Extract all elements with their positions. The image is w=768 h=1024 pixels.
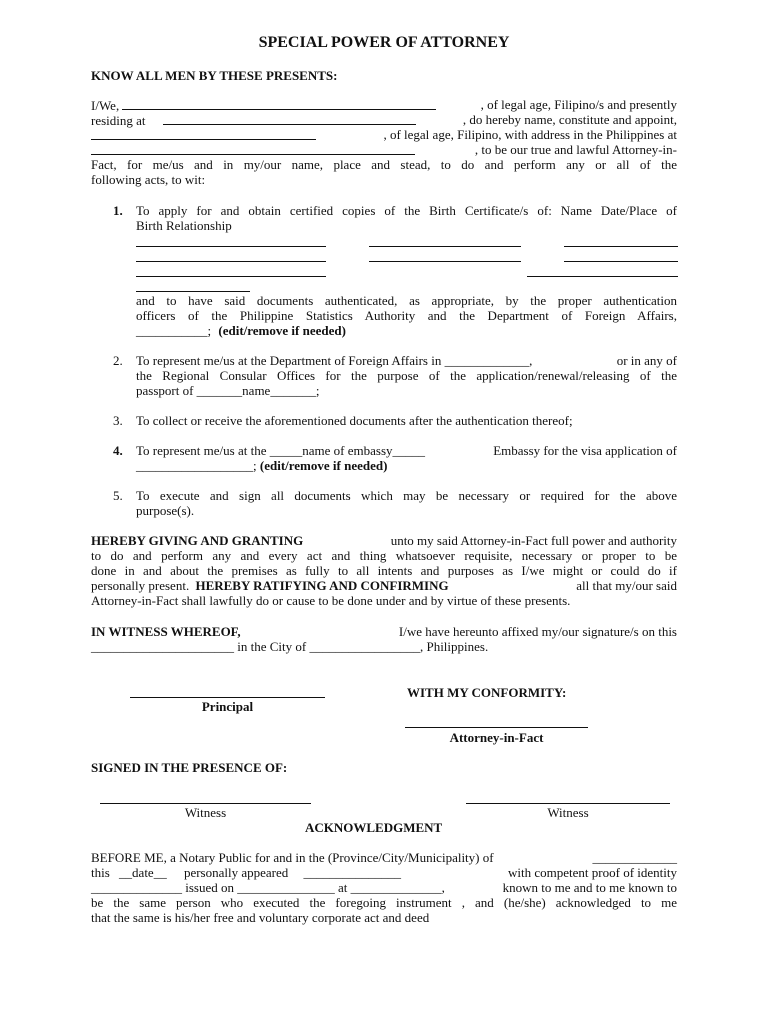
item-1-line-4: officers of the Philippine Statistics Authority and the Department of Foreign Affairs, bbox=[136, 308, 677, 323]
ack-line-4: be the same person who executed the foregoing instrument , and (he/she) acknowledged to me bbox=[91, 895, 677, 910]
granting-line-2: to do and perform any and every act and thing whatsoever requisite, necessary or proper to be bbox=[91, 548, 677, 563]
granting-line-4-c: all that my/our said bbox=[576, 578, 677, 593]
item-3-line-1: To collect or receive the aforementioned documents after the authentication thereof; bbox=[136, 413, 573, 428]
relative-name-blank-4 bbox=[136, 291, 250, 292]
granting-line-5: Attorney-in-Fact shall lawfully do or cause to be done under and by virtue of these presents. bbox=[91, 593, 571, 608]
ack-known: known to me and to me known to bbox=[502, 880, 677, 895]
edit-remove-note-1: (edit/remove if needed) bbox=[218, 323, 346, 338]
item-5-line-2: purpose(s). bbox=[136, 503, 195, 518]
item-1-line-2: Birth Relationship bbox=[136, 218, 232, 233]
witness-2-signature-line bbox=[466, 803, 670, 804]
item-4-text-c: Embassy for the visa application of bbox=[493, 443, 677, 458]
principal-signature-line bbox=[130, 697, 325, 698]
relative-date-blank-1 bbox=[369, 246, 521, 247]
item-3-number: 3. bbox=[113, 413, 123, 428]
intro-line-1-start: I/We, bbox=[91, 98, 120, 113]
witness-line-2 bbox=[91, 639, 488, 654]
item-1-line-5 bbox=[136, 323, 346, 338]
ack-line-3 bbox=[91, 880, 677, 895]
item-2-line-3 bbox=[136, 383, 319, 398]
attorney-in-fact-label: Attorney-in-Fact bbox=[449, 730, 544, 745]
witness-1-signature-line bbox=[100, 803, 311, 804]
visa-applicant-blank: __________________; bbox=[136, 458, 257, 473]
ack-line-2 bbox=[91, 865, 677, 880]
item-5-line-1: To execute and sign all documents which may be necessary or required for the above bbox=[136, 488, 677, 503]
intro-line-5: Fact, for me/us and in my/our name, place and stead, to do and perform any or all of the bbox=[91, 157, 677, 172]
ack-proof: with competent proof of identity bbox=[508, 865, 677, 880]
conformity-heading: WITH MY CONFORMITY: bbox=[407, 685, 567, 700]
witness-1-label: Witness bbox=[184, 805, 227, 820]
intro-line-3 bbox=[91, 127, 677, 143]
signing-city-blank: _________________, bbox=[309, 639, 424, 654]
intro-line-4 bbox=[91, 142, 677, 158]
ack-id-blank: ______________ bbox=[91, 880, 182, 895]
witness-line-1-rest: I/we have hereunto affixed my/our signature/s on this bbox=[398, 624, 677, 639]
ack-issued-on: issued on bbox=[185, 880, 234, 895]
granting-line-3: done in and about the premises as fully to all intents and purposes as I/we might or could do if bbox=[91, 563, 677, 578]
witness-line-2-city: in the City of bbox=[237, 639, 307, 654]
item-2-text-c: or in any of bbox=[616, 353, 677, 368]
item-4-line-2 bbox=[136, 458, 387, 473]
attorney-address-blank bbox=[91, 142, 415, 155]
relative-relationship-blank-2 bbox=[564, 261, 678, 262]
attorney-signature-line bbox=[405, 727, 588, 728]
item-4-number: 4. bbox=[113, 443, 123, 458]
giving-granting-phrase: HEREBY GIVING AND GRANTING bbox=[91, 533, 304, 548]
item-1-number: 1. bbox=[113, 203, 123, 218]
granting-line-1-rest: unto my said Attorney-in-Fact full power and authority bbox=[390, 533, 677, 548]
passport-name-blank: _______name_______; bbox=[196, 383, 320, 398]
intro-line-3-end: , of legal age, Filipino, with address in the Philippines at bbox=[383, 127, 677, 142]
item-1-line-3: and to have said documents authenticated, as appropriate, by the proper authentication bbox=[136, 293, 677, 308]
intro-line-1-end: , of legal age, Filipino/s and presently bbox=[480, 97, 677, 112]
ack-line-1 bbox=[91, 850, 677, 865]
item-2-number: 2. bbox=[113, 353, 123, 368]
intro-line-6: following acts, to wit: bbox=[91, 172, 206, 187]
ack-person-blank: _______________ bbox=[303, 865, 402, 880]
signing-date-blank: ______________________ bbox=[91, 639, 234, 654]
acknowledgment-heading: ACKNOWLEDGMENT bbox=[305, 820, 443, 835]
relative-date-relationship-blank-3 bbox=[527, 276, 678, 277]
dfa-location-blank: _____________, bbox=[444, 353, 533, 368]
witness-line-2-country: Philippines. bbox=[426, 639, 489, 654]
ack-issued-place-blank: ______________, bbox=[350, 880, 445, 895]
ratifying-confirming-phrase: HEREBY RATIFYING AND CONFIRMING bbox=[195, 578, 449, 593]
in-witness-whereof-phrase: IN WITNESS WHEREOF, bbox=[91, 624, 241, 639]
granting-line-4 bbox=[91, 578, 677, 593]
intro-line-2 bbox=[91, 112, 677, 128]
granting-line-1 bbox=[91, 533, 677, 548]
edit-remove-note-4: (edit/remove if needed) bbox=[259, 458, 388, 473]
granting-line-4-a: personally present. bbox=[91, 578, 190, 593]
intro-line-2-start: residing at bbox=[91, 113, 146, 128]
document-title: SPECIAL POWER OF ATTORNEY bbox=[258, 34, 510, 51]
embassy-name-blank: _____name of embassy_____ bbox=[269, 443, 426, 458]
intro-line-4-end: , to be our true and lawful Attorney-in- bbox=[474, 142, 677, 157]
witness-2-label: Witness bbox=[547, 805, 589, 820]
ack-date-blank: __date__ bbox=[119, 865, 167, 880]
principal-name-blank bbox=[122, 97, 436, 110]
principal-label: Principal bbox=[201, 699, 254, 714]
relative-name-blank-2 bbox=[136, 261, 326, 262]
item-1-blank: ___________; bbox=[136, 323, 212, 338]
item-2-text-passport: passport of bbox=[136, 383, 194, 398]
notary-location-blank: _____________ bbox=[592, 850, 677, 865]
witness-line-1 bbox=[91, 624, 677, 639]
relative-name-blank-1 bbox=[136, 246, 326, 247]
ack-line-5: that the same is his/her free and voluntary corporate act and deed bbox=[91, 910, 430, 925]
intro-line-2-end: , do hereby name, constitute and appoint, bbox=[462, 112, 677, 127]
item-5-number: 5. bbox=[113, 488, 123, 503]
relative-name-blank-3 bbox=[136, 276, 326, 277]
ack-appeared: personally appeared bbox=[183, 865, 289, 880]
ack-at: at bbox=[338, 880, 348, 895]
item-1-line-1: To apply for and obtain certified copies of the Birth Certificate/s of: Name Date/Place of bbox=[136, 203, 677, 218]
ack-line-1-text: BEFORE ME, a Notary Public for and in the (Province/City/Municipality) of bbox=[91, 850, 494, 865]
relative-date-blank-2 bbox=[369, 261, 521, 262]
item-2-line-1 bbox=[136, 353, 677, 368]
item-2-text-a: To represent me/us at the Department of Foreign Affairs in bbox=[136, 353, 442, 368]
intro-heading: KNOW ALL MEN BY THESE PRESENTS: bbox=[91, 68, 338, 83]
item-4-line-1 bbox=[136, 443, 677, 458]
attorney-name-blank bbox=[91, 127, 316, 140]
item-2-line-2: the Regional Consular Offices for the purpose of the application/renewal/releasing of the bbox=[136, 368, 677, 383]
residence-blank bbox=[163, 112, 416, 125]
item-4-text-a: To represent me/us at the bbox=[136, 443, 267, 458]
relative-relationship-blank-1 bbox=[564, 246, 678, 247]
ack-this: this bbox=[91, 865, 110, 880]
signed-presence-heading: SIGNED IN THE PRESENCE OF: bbox=[91, 760, 288, 775]
intro-line-1 bbox=[91, 97, 677, 113]
ack-issued-date-blank: _______________ bbox=[237, 880, 335, 895]
